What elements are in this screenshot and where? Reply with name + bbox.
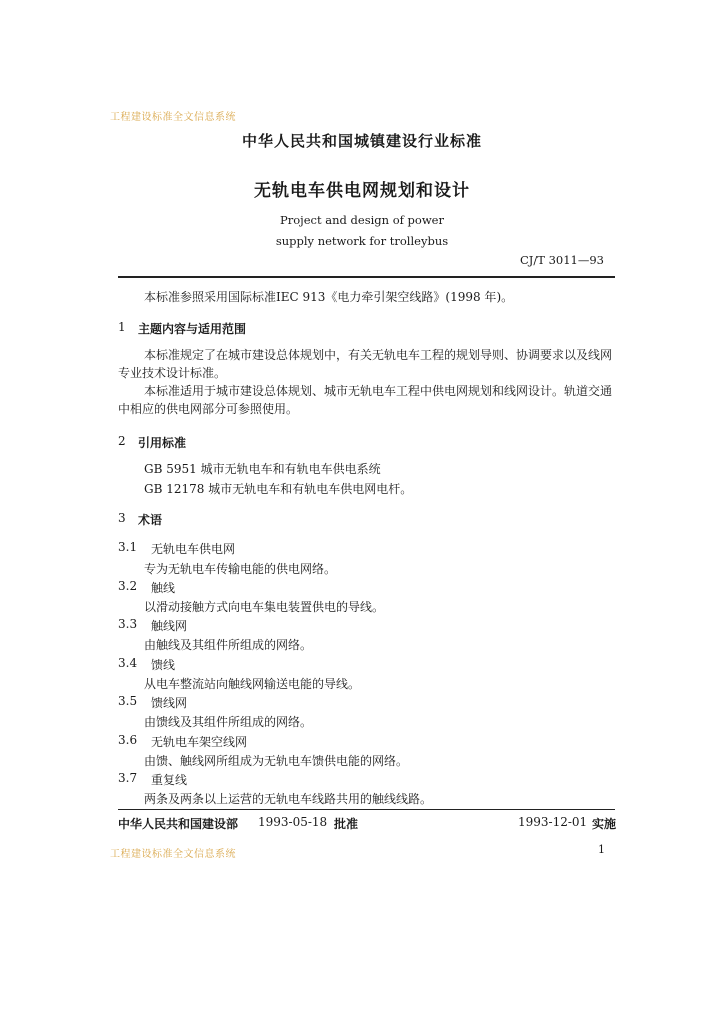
term-3-2-name: 触线 — [151, 581, 176, 595]
section-2-title: 引用标准 — [138, 436, 187, 450]
section-2-number: 2 — [118, 434, 126, 448]
standard-code: CJ/T 3011—93 — [519, 253, 604, 267]
term-3-6-definition: 由馈、触线网所组成为无轨电车馈供电能的网络。 — [144, 754, 409, 768]
section-1-paragraph-2: 本标准适用于城市建设总体规划、城市无轨电车工程中供电网规划和线网设计。轨道交通中相应的供电网部分可参照使用。 — [118, 384, 613, 416]
document-title-en-line2: supply network for trolleybus — [275, 234, 449, 248]
term-3-4-number: 3.4 — [118, 656, 138, 670]
term-3-5-name: 馈线网 — [151, 696, 188, 710]
document-title-en-line1: Project and design of power — [280, 213, 444, 227]
term-3-3-name: 触线网 — [151, 619, 188, 633]
footer-rule — [118, 809, 615, 810]
term-3-7-number: 3.7 — [118, 771, 138, 785]
term-3-7-definition: 两条及两条以上运营的无轨电车线路共用的触线线路。 — [144, 792, 433, 806]
term-3-7-name: 重复线 — [151, 773, 188, 787]
standard-series-title: 中华人民共和国城镇建设行业标准 — [241, 132, 482, 150]
issuing-authority: 中华人民共和国建设部 — [118, 817, 239, 831]
term-3-1-name: 无轨电车供电网 — [151, 542, 236, 556]
reference-1: GB 5951 城市无轨电车和有轨电车供电系统 — [144, 462, 381, 476]
term-3-4-name: 馈线 — [151, 658, 176, 672]
section-1-title: 主题内容与适用范围 — [138, 322, 247, 336]
section-3-number: 3 — [118, 511, 126, 525]
page-number: 1 — [598, 843, 605, 856]
term-3-6-name: 无轨电车架空线网 — [151, 735, 248, 749]
approval-date: 1993-05-18 — [258, 815, 328, 829]
section-1-number: 1 — [118, 320, 126, 334]
reference-2: GB 12178 城市无轨电车和有轨电车供电网电杆。 — [144, 482, 413, 496]
header-rule — [118, 276, 615, 278]
term-3-6-number: 3.6 — [118, 733, 138, 747]
term-3-1-definition: 专为无轨电车传输电能的供电网络。 — [144, 562, 337, 576]
term-3-1-number: 3.1 — [118, 540, 138, 554]
intro-paragraph: 本标准参照采用国际标准IEC 913《电力牵引架空线路》(1998 年)。 — [144, 290, 514, 304]
term-3-4-definition: 从电车整流站向触线网输送电能的导线。 — [144, 677, 361, 691]
document-title-cn: 无轨电车供电网规划和设计 — [254, 181, 470, 201]
section-3-title: 术语 — [138, 513, 163, 527]
term-3-3-definition: 由触线及其组件所组成的网络。 — [144, 638, 313, 652]
term-3-5-number: 3.5 — [118, 694, 138, 708]
approval-label: 批准 — [334, 817, 359, 831]
implementation-label: 实施 — [592, 817, 617, 831]
term-3-2-number: 3.2 — [118, 579, 138, 593]
section-1-paragraph-1: 本标准规定了在城市建设总体规划中，有关无轨电车工程的规划导则、协调要求以及线网专业技术设计标准。 — [118, 348, 613, 380]
term-3-2-definition: 以滑动接触方式向电车集电装置供电的导线。 — [144, 600, 385, 614]
watermark-top: 工程建设标准全文信息系统 — [110, 112, 236, 123]
term-3-5-definition: 由馈线及其组件所组成的网络。 — [144, 715, 313, 729]
implementation-date: 1993-12-01 — [518, 815, 588, 829]
term-3-3-number: 3.3 — [118, 617, 138, 631]
watermark-bottom: 工程建设标准全文信息系统 — [110, 849, 236, 860]
